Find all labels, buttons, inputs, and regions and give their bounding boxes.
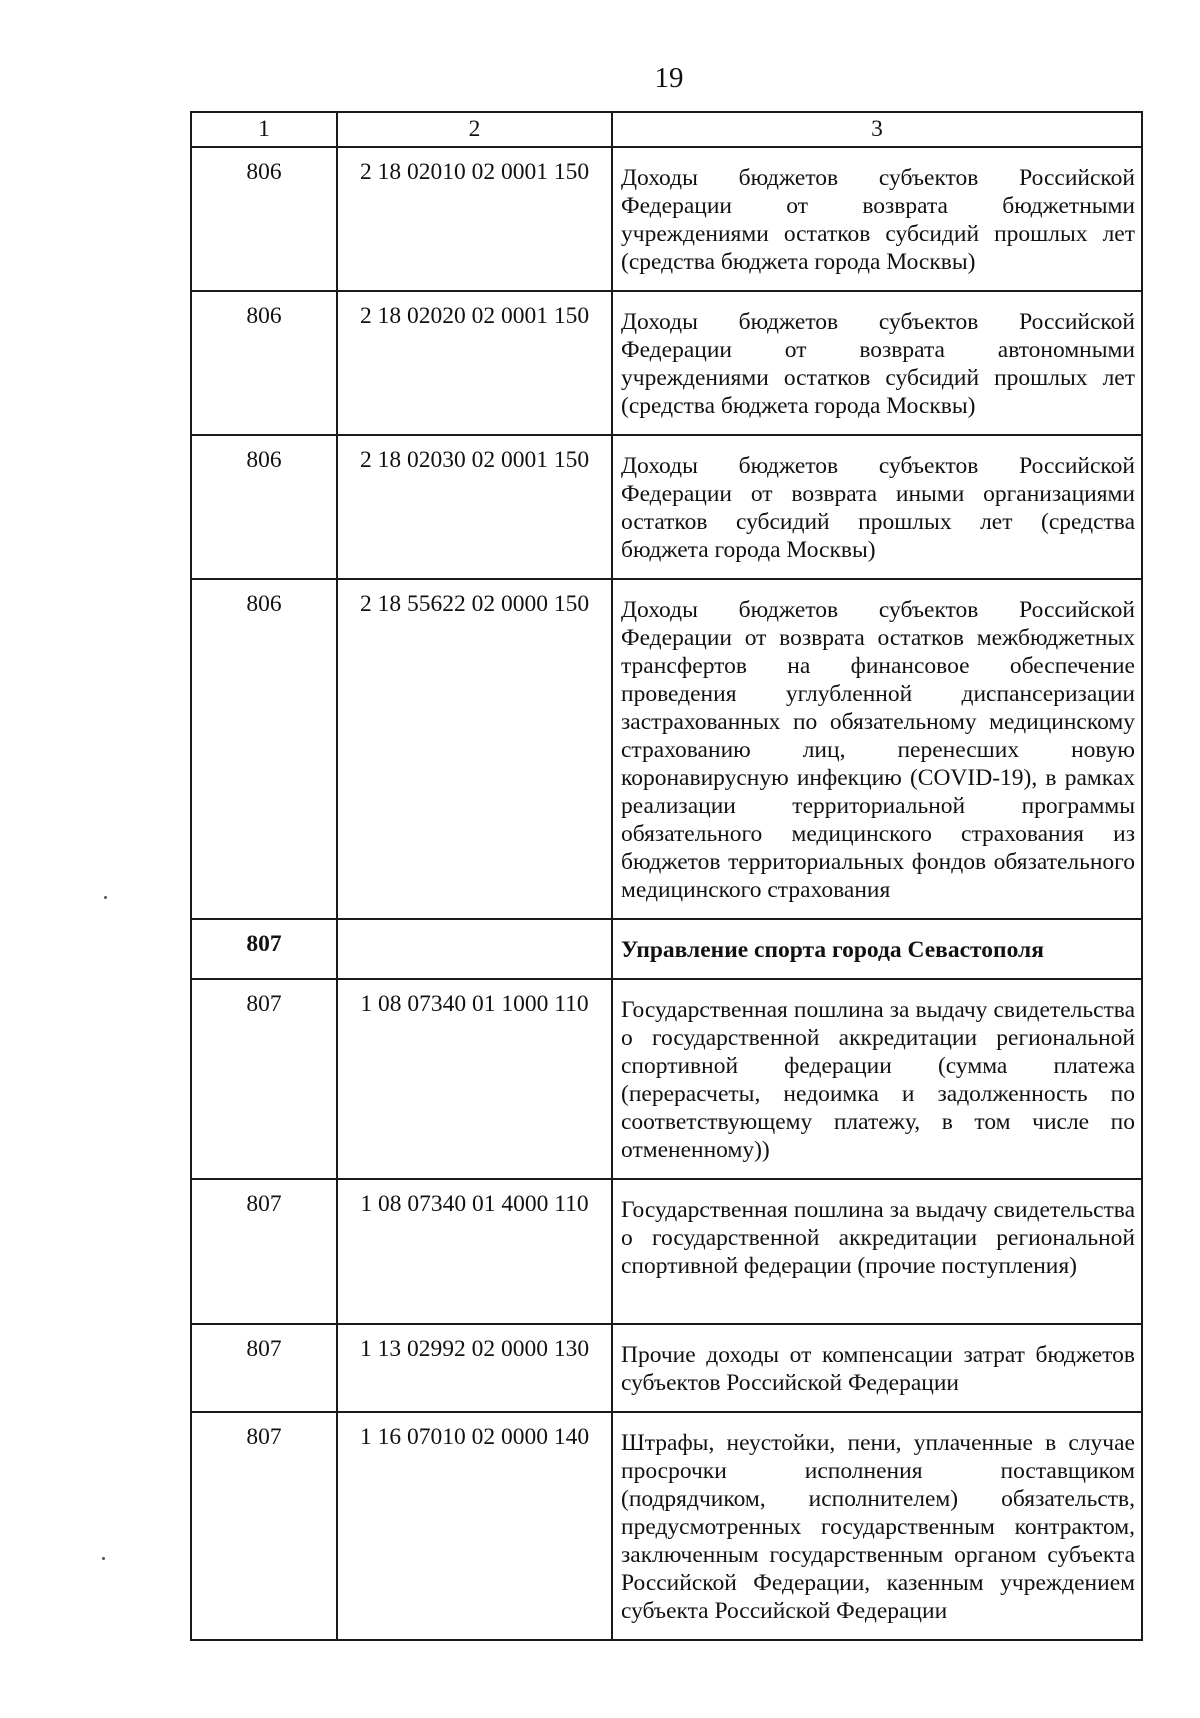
description-cell: Доходы бюджетов субъектов Российской Федерации от возврата бюджетными учреждениями остатков субсидий прошлых лет (средства бюджета города Москвы) [612,147,1142,291]
column-header-1: 1 [191,112,337,147]
revenue-code-cell: 2 18 02020 02 0001 150 [337,291,612,435]
table-row [191,579,1142,919]
admin-code-cell: 806 [191,579,337,919]
column-header-3: 3 [612,112,1142,147]
admin-code-cell: 806 [191,435,337,579]
table-row-section-heading [191,919,1142,979]
revenue-code-cell: 2 18 02010 02 0001 150 [337,147,612,291]
revenue-code-cell: 1 16 07010 02 0000 140 [337,1412,612,1640]
description-cell: Доходы бюджетов субъектов Российской Федерации от возврата иными организациями остатков субсидий прошлых лет (средства бюджета города Москвы) [612,435,1142,579]
admin-code-cell: 807 [191,979,337,1179]
admin-code-cell: 807 [191,1179,337,1324]
scan-speck [102,1557,105,1560]
table-row [191,291,1142,435]
revenue-code-cell: 1 08 07340 01 4000 110 [337,1179,612,1324]
scan-speck [104,896,107,899]
admin-code-cell: 806 [191,291,337,435]
admin-code-cell: 807 [191,919,337,979]
table-row [191,1179,1142,1324]
description-cell: Прочие доходы от компенсации затрат бюджетов субъектов Российской Федерации [612,1324,1142,1412]
revenue-code-cell: 2 18 55622 02 0000 150 [337,579,612,919]
page-number: 19 [654,62,684,94]
section-title-cell: Управление спорта города Севастополя [612,919,1142,979]
admin-code-cell: 807 [191,1412,337,1640]
description-cell: Государственная пошлина за выдачу свидетельства о государственной аккредитации региональной спортивной федерации (сумма платежа (перерасчеты, недоимка и задолженность по соответствующему платежу, в том числе по отмененному)) [612,979,1142,1179]
table-row [191,1412,1142,1640]
table-row [191,1324,1142,1412]
table-row [191,435,1142,579]
column-header-2: 2 [337,112,612,147]
table-header-row [191,112,1142,147]
revenue-code-cell [337,919,612,979]
description-cell: Доходы бюджетов субъектов Российской Федерации от возврата остатков межбюджетных трансфертов на финансовое обеспечение проведения углубленной диспансеризации застрахованных по обязательному медицинскому страхованию лиц, перенесших новую коронавирусную инфекцию (COVID-19), в рамках реализации территориальной программы обязательного медицинского страхования из бюджетов территориальных фондов обязательного медицинского страхования [612,579,1142,919]
table-row [191,147,1142,291]
description-cell: Штрафы, неустойки, пени, уплаченные в случае просрочки исполнения поставщиком (подрядчиком, исполнителем) обязательств, предусмотренных государственным контрактом, заключенным государственным органом субъекта Российской Федерации, казенным учреждением субъекта Российской Федерации [612,1412,1142,1640]
table-row [191,979,1142,1179]
revenue-code-cell: 1 13 02992 02 0000 130 [337,1324,612,1412]
budget-classification-table [190,111,1143,1641]
admin-code-cell: 806 [191,147,337,291]
revenue-code-cell: 1 08 07340 01 1000 110 [337,979,612,1179]
admin-code-cell: 807 [191,1324,337,1412]
description-cell: Доходы бюджетов субъектов Российской Федерации от возврата автономными учреждениями остатков субсидий прошлых лет (средства бюджета города Москвы) [612,291,1142,435]
description-cell: Государственная пошлина за выдачу свидетельства о государственной аккредитации региональной спортивной федерации (прочие поступления) [612,1179,1142,1324]
revenue-code-cell: 2 18 02030 02 0001 150 [337,435,612,579]
